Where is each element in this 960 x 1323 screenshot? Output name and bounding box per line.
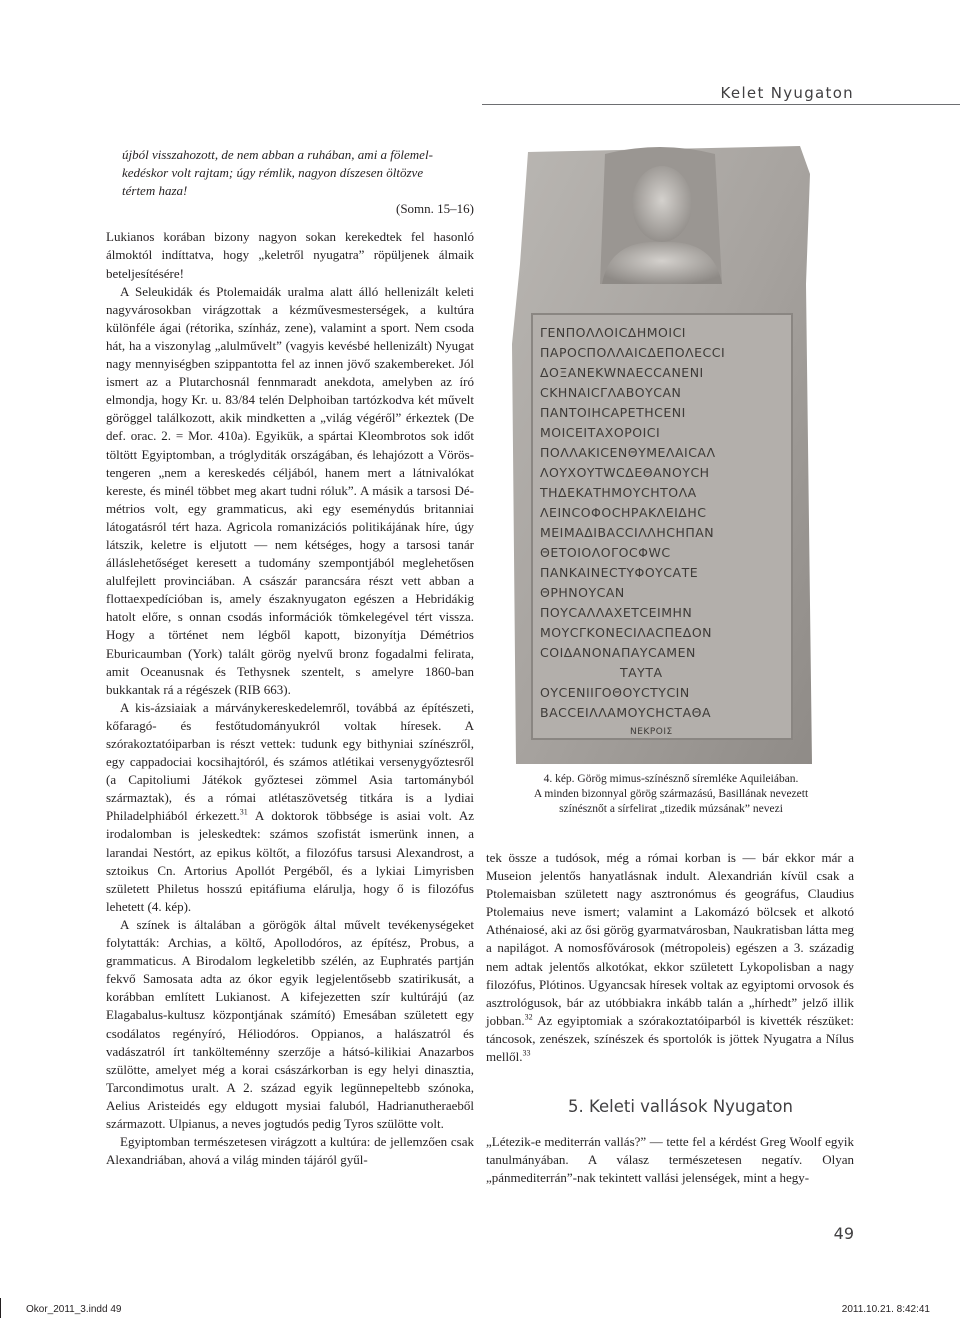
running-title: Kelet Nyugaton [720,84,854,102]
inscription-line: CΚΗΝΑΙCΓΛΑΒΟΥCΑΝ [540,385,682,400]
inscription-line: ΔΟΞΑΝΕΚWΝΑΕCCΑΝΕΝΙ [540,365,704,380]
inscription-line: ΜΕΙΜΑΔΙΒΑCCΙΛΛΗCΗΠΑΝ [540,525,715,540]
paragraph-text: tek össze a tudósok, még a római korban is — bár ekkor már a Museion jelentős hanyatlásnak indult. Alexandrián kívül csak a Ptolemaisban született nagy asztronómus és geográfus, Claudius Ptolemaius neve ismert; valamint a Lakomázó bölcsek et alkotó Athénaiosé, aki az ősi görög gyarmatvárosban, Naukratisban látta meg a napilágot. A nomosfővárosok (métropoleis) egészen a 3. századig nem adtak jelentős alkotókat, ekkor született Lykopolisban a nagy filozófus, Plótinos. Ugyancsak híresek voltak az egyiptomi orvosok és asztrológusok, bár az utóbbiakra inkább talán a „hírhedt” jelző illik jobban. [486,850,854,1028]
paragraph-text: Az egyiptomiak a szórakoztatóiparból is kivették részüket: táncosok, zenészek, színészek és sportolók is jöttek Nyugatra a Nílus mellől. [486,1012,854,1065]
footnote-ref: 31 [239,808,248,818]
right-column [486,849,854,1066]
footer-timestamp: 2011.10.21. 8:42:41 [841,1304,930,1315]
paragraph: A Seleukidák és Ptolemaidák uralma alatt álló hellenizált keleti nagyvárosokban virágzottak a kézművesmesterségek, a kultúra különféle ágai (rétorika, színház, zene), valamint a sport. Nem csoda hát, ha a viszonylag „alulművelt” (vagyis kevésbé hellenizált) Nyugat nagy mennyiségben szippantotta fel az innen jövő szakembereket. Jól ismert az a Plutarchosnál fennmaradt anekdota, amelyben az író elmondja, hogy Kr. u. 83/84 telén Delphoiban tartózkodva két művelt göröggel találkozott, akik mindketten a „világ végéről” érkeztek (De def. orac. 2. = Mor. 410a). Egyikük, a spártai Kleombrotos sok időt töltött Egyiptomban, a tróglyditák országában, és lehajózott a Vörös-tengeren „nem a kereskedés céljából, hanem mert a látnivalókat kereste, és minél többet meg akart tudni róluk”. A másik a tarsosi Démétrios volt, egy grammaticus, aki egy eseménydús britanniai látogatásról tért haza. Agricola romanizációs politikájának híre, úgy látszik, keletre is eljutott — nem kétséges, hogy a tarsosi tanár álláslehetőséget keresett a tudomány szempontjából meglehetősen alulfejlett provinciában. A császár parancsára részt vett abban a flottaexpedícióban is, amely északnyugaton egészen a Hebridákig hatolt előre, s onnan csodás információk tömkelegével tért vissza. Hogy a történet nem légből kapott, bizonyítja Démétrios Eburicaumban (York) talált görög nyelvű bronz fogadalmi felirata, amit Oceanusnak és Tethysnek szentelt, s amelyre 1860-ban bukkantak rá a régészek (RIB 663). [106,283,474,697]
crop-mark [0,1298,1,1318]
inscription-line: ΝΕΚΡΟΙΣ [630,727,673,737]
paragraph [106,699,474,916]
inscription-line: ΠΑΡΟCΠΟΛΛΑΙCΔΕΠΟΛΕCCΙ [540,345,726,360]
footnote-ref: 32 [524,1012,533,1022]
section-heading: 5. Keleti vallások Nyugaton [568,1097,793,1116]
paragraph [486,849,854,1066]
inscription-line: ΘΕΤΟΙΟΛΟΓΟCΦWC [540,545,671,560]
paragraph: „Létezik-e mediterrán vallás?” — tette fel a kérdést Greg Woolf egyik tanulmányában. A válasz természetesen negatív. Olyan „pánmediterrán”-nak tekintett vallási jelenségek, mint a hegy- [486,1134,854,1186]
poem-line: kedéskor volt rajtam; úgy rémlik, nagyon díszesen öltözve [122,165,424,181]
inscription-line: ΠΟΥCΑΛΛΑΧΕΤCΕΙΜΗΝ [540,605,693,620]
print-footer [0,1298,960,1323]
inscription-line: CΟΙΔΑΝΟΝΑΠΑΥCΑΜΕΝ [540,645,696,660]
footer-file: Okor_2011_3.indd 49 [26,1304,122,1315]
left-column [106,146,474,1169]
inscription-line: ΤΑΥΤΑ [620,665,663,680]
paragraph-text: A kis-ázsiaiak a márványkereskedelemről, továbbá az építészeti, kőfaragó- és festőtudományukról voltak híresek. A szórakoztatóiparban is részt vettek: tudunk egy bithyniai színészről, egy cappadociai kocsihajtóról, és számos atlétikai versenygyőztesről (a Capitoliumi Játékok győztesei zömmel Asia tartományból származtak), és a római atlétaszövetség titkára is a lydiai Philadelphiából érkezett. [106,699,474,824]
inscription-line: ΘΡΗΝΟΥCΑΝ [540,585,625,600]
paragraph: Lukianos korában bizony nagyon sokan kerekedtek fel hasonló álmoktól indíttatva, hogy „keletről nyugatra” röpüljenek álmaik beteljesítésére! [106,229,474,281]
poem-line: újból visszahozott, de nem abban a ruhában, ami a fölemel- [122,147,433,162]
caption-line: A minden bizonnyal görög származású, Basillának nevezett [533,788,809,800]
footnote-ref: 33 [522,1048,531,1058]
paragraph: A színek is általában a görögök által művelt tevékenységeket folytatták: Archias, a költő, Apollodóros, az építész, Probus, a grammaticus. A Birodalom legkeletibb szélén, az Euphratés partján fekvő Samosata adta az ókor egyik legjelentősebb szatirikusát, a korábban említett Lukianost. A kifejezetten szír kultúrájú (az Elagabalus-kultusz központjának számító) Emesában született egy csodálatos regényíró, Héliodóros. Oppianos, a halászatról és vadászatról írt tankölteménny szerzője a hátsó-kilikiai Anazarbos szülötte, amelyet még a korai császárkorban is egy helyi dinasztia, Tarcondimotus uralt. A 2. század egyik legünnepeltebb szónoka, Aelius Aristeidés egy eldugott mysiai faluból, Hadrianutheraeből származott. Ulpianus, a neves jogtudós pedig Tyros szülötte volt. [106,916,474,1131]
inscription-line: ΛΟΥΧΟΥΤWCΔΕΘΑΝΟΥCΗ [540,465,710,480]
inscription-line: ΠΑΝΤΟΙΗCΑΡΕΤΗCΕΝΙ [540,405,686,420]
inscription-line: ΠΑΝΚΑΙΝΕCΤΥΦΟΥCΑΤΕ [540,565,699,580]
tombstone-photo [510,144,817,764]
inscription-line: ΜΟΙCΕΙΤΑΧΟΡΟΙCΙ [540,425,661,440]
inscription-line: ΒΑCCΕΙΛΛΑΜΟΥCΗCΤΑΘΑ [540,705,712,720]
inscription-line: ΟΥCΕΝΙΙΓΟΘΟΥCΤΥCΙΝ [540,685,690,700]
inscription-line: ΛΕΙΝCΟΦΟCΗΡΑΚΛΕΙΔΗC [540,505,707,520]
caption-line: 4. kép. Görög mimus-színésznő síremléke Aquileiában. [543,773,799,785]
page-number: 49 [833,1224,854,1243]
inscription-line: ΤΗΔΕΚΑΤΗΜΟΥCΗΤΟΛΑ [540,485,697,500]
poem-line: tértem haza! [122,183,188,199]
right-column-section [486,1133,854,1187]
caption-line: színésznőt a sírfelirat „tizedik múzsának” nevezi [559,803,783,815]
inscription-line: ΜΟΥCΓΚΟΝΕCΙΛΑCΠΕΔΟΝ [540,625,713,640]
poem-source: (Somn. 15–16) [396,201,474,217]
paragraph-text: A doktorok többsége is asiai volt. Az irodalomban is jeleskedtek: számos szofistát ismerünk innen, a larandai Nestórt, az epikus költőt, a filozófus tarsusi Alexandrost, a sztoikus Cn. Artorius Apollót Pergéből, és a lykiai Limyrisben született Philetus hosszú epitáfiuma elárulja, hogy ő is filozófus lehetett (4. kép). [106,808,474,914]
figure-caption [498,772,844,817]
paragraph: Egyiptomban természetesen virágzott a kultúra: de jellemzően csak Alexandriában, ahová a világ minden tájáról gyűl- [106,1134,474,1168]
header-rule [482,104,960,105]
inscription-line: ΓΕΝΠΟΛΛΟΙCΔΗΜΟΙCΙ [540,325,686,340]
inscription-line: ΠΟΛΛΑΚΙCΕΝΘΥΜΕΛΑΙCΑΛ [540,445,716,460]
